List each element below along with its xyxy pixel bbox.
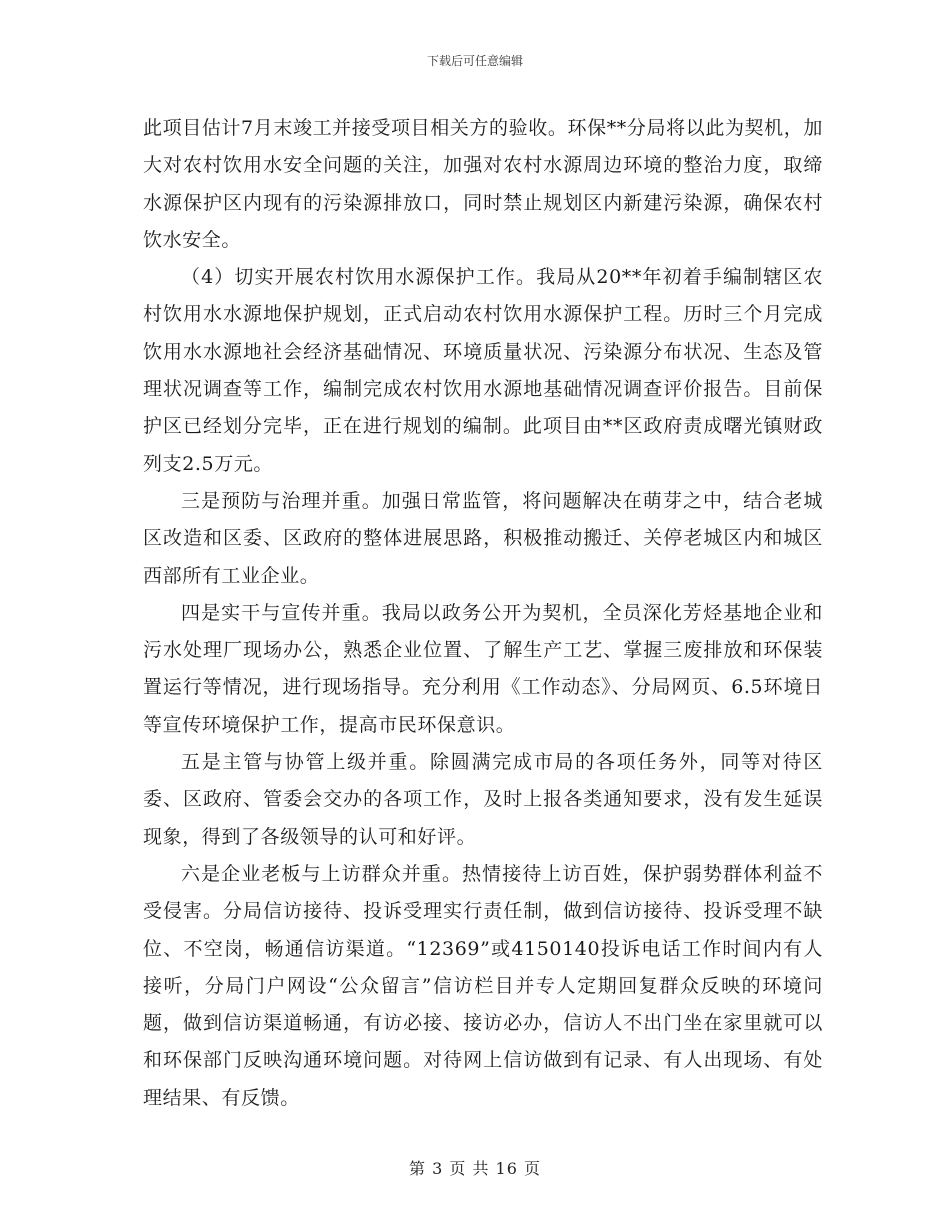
paragraph-prevention-and-treatment: 三是预防与治理并重。加强日常监管，将问题解决在萌芽之中，结合老城区改造和区委、区政府的整体进展思路，积极推动搬迁、关停老城区内和城区西部所有工业企业。 [143, 489, 823, 587]
page-header: 下载后可任意编辑 [426, 54, 523, 68]
document-body [143, 110, 823, 1117]
paragraph-supervision: 五是主管与协管上级并重。除圆满完成市局的各项任务外，同等对待区委、区政府、管委会交办的各项工作，及时上报各类通知要求，没有发生延误现象，得到了各级领导的认可和好评。 [143, 751, 823, 848]
paragraph-work-and-publicity: 四是实干与宣传并重。我局以政务公开为契机，全员深化芳烃基地企业和污水处理厂现场办公，熟悉企业位置、了解生产工艺、掌握三废排放和环保装置运行等情况，进行现场指导。充分利用《工作动态》、分局网页、6.5环境日等宣传环境保护工作，提高市民环保意识。 [143, 601, 823, 736]
paragraph-continuation: 此项目估计7月末竣工并接受项目相关方的验收。环保**分局将以此为契机，加大对农村饮用水安全问题的关注，加强对农村水源周边环境的整治力度，取缔水源保护区内现有的污染源排放口，同时禁止规划区内新建污染源，确保农村饮水安全。 [143, 117, 823, 251]
paragraph-water-source-protection: （4）切实开展农村饮用水源保护工作。我局从20**年初着手编制辖区农村饮用水水源地保护规划，正式启动农村饮用水源保护工程。历时三个月完成饮用水水源地社会经济基础情况、环境质量状况、污染源分布状况、生态及管理状况调查等工作，编制完成农村饮用水源地基础情况调查评价报告。目前保护区已经划分完毕，正在进行规划的编制。此项目由**区政府责成曙光镇财政列支2.5万元。 [143, 266, 823, 475]
paragraph-petition-handling: 六是企业老板与上访群众并重。热情接待上访百姓，保护弱势群体利益不受侵害。分局信访接待、投诉受理实行责任制，做到信访接待、投诉受理不缺位、不空岗，畅通信访渠道。“12369”或4150140投诉电话工作时间内有人接听，分局门户网设“公众留言”信访栏目并专人定期回复群众反映的环境问题，做到信访渠道畅通，有访必接、接访必办，信访人不出门坐在家里就可以和环保部门反映沟通环境问题。对待网上信访做到有记录、有人出现场、有处理结果、有反馈。 [143, 862, 823, 1109]
page-number-footer: 第 3 页 共 16 页 [409, 1159, 541, 1178]
